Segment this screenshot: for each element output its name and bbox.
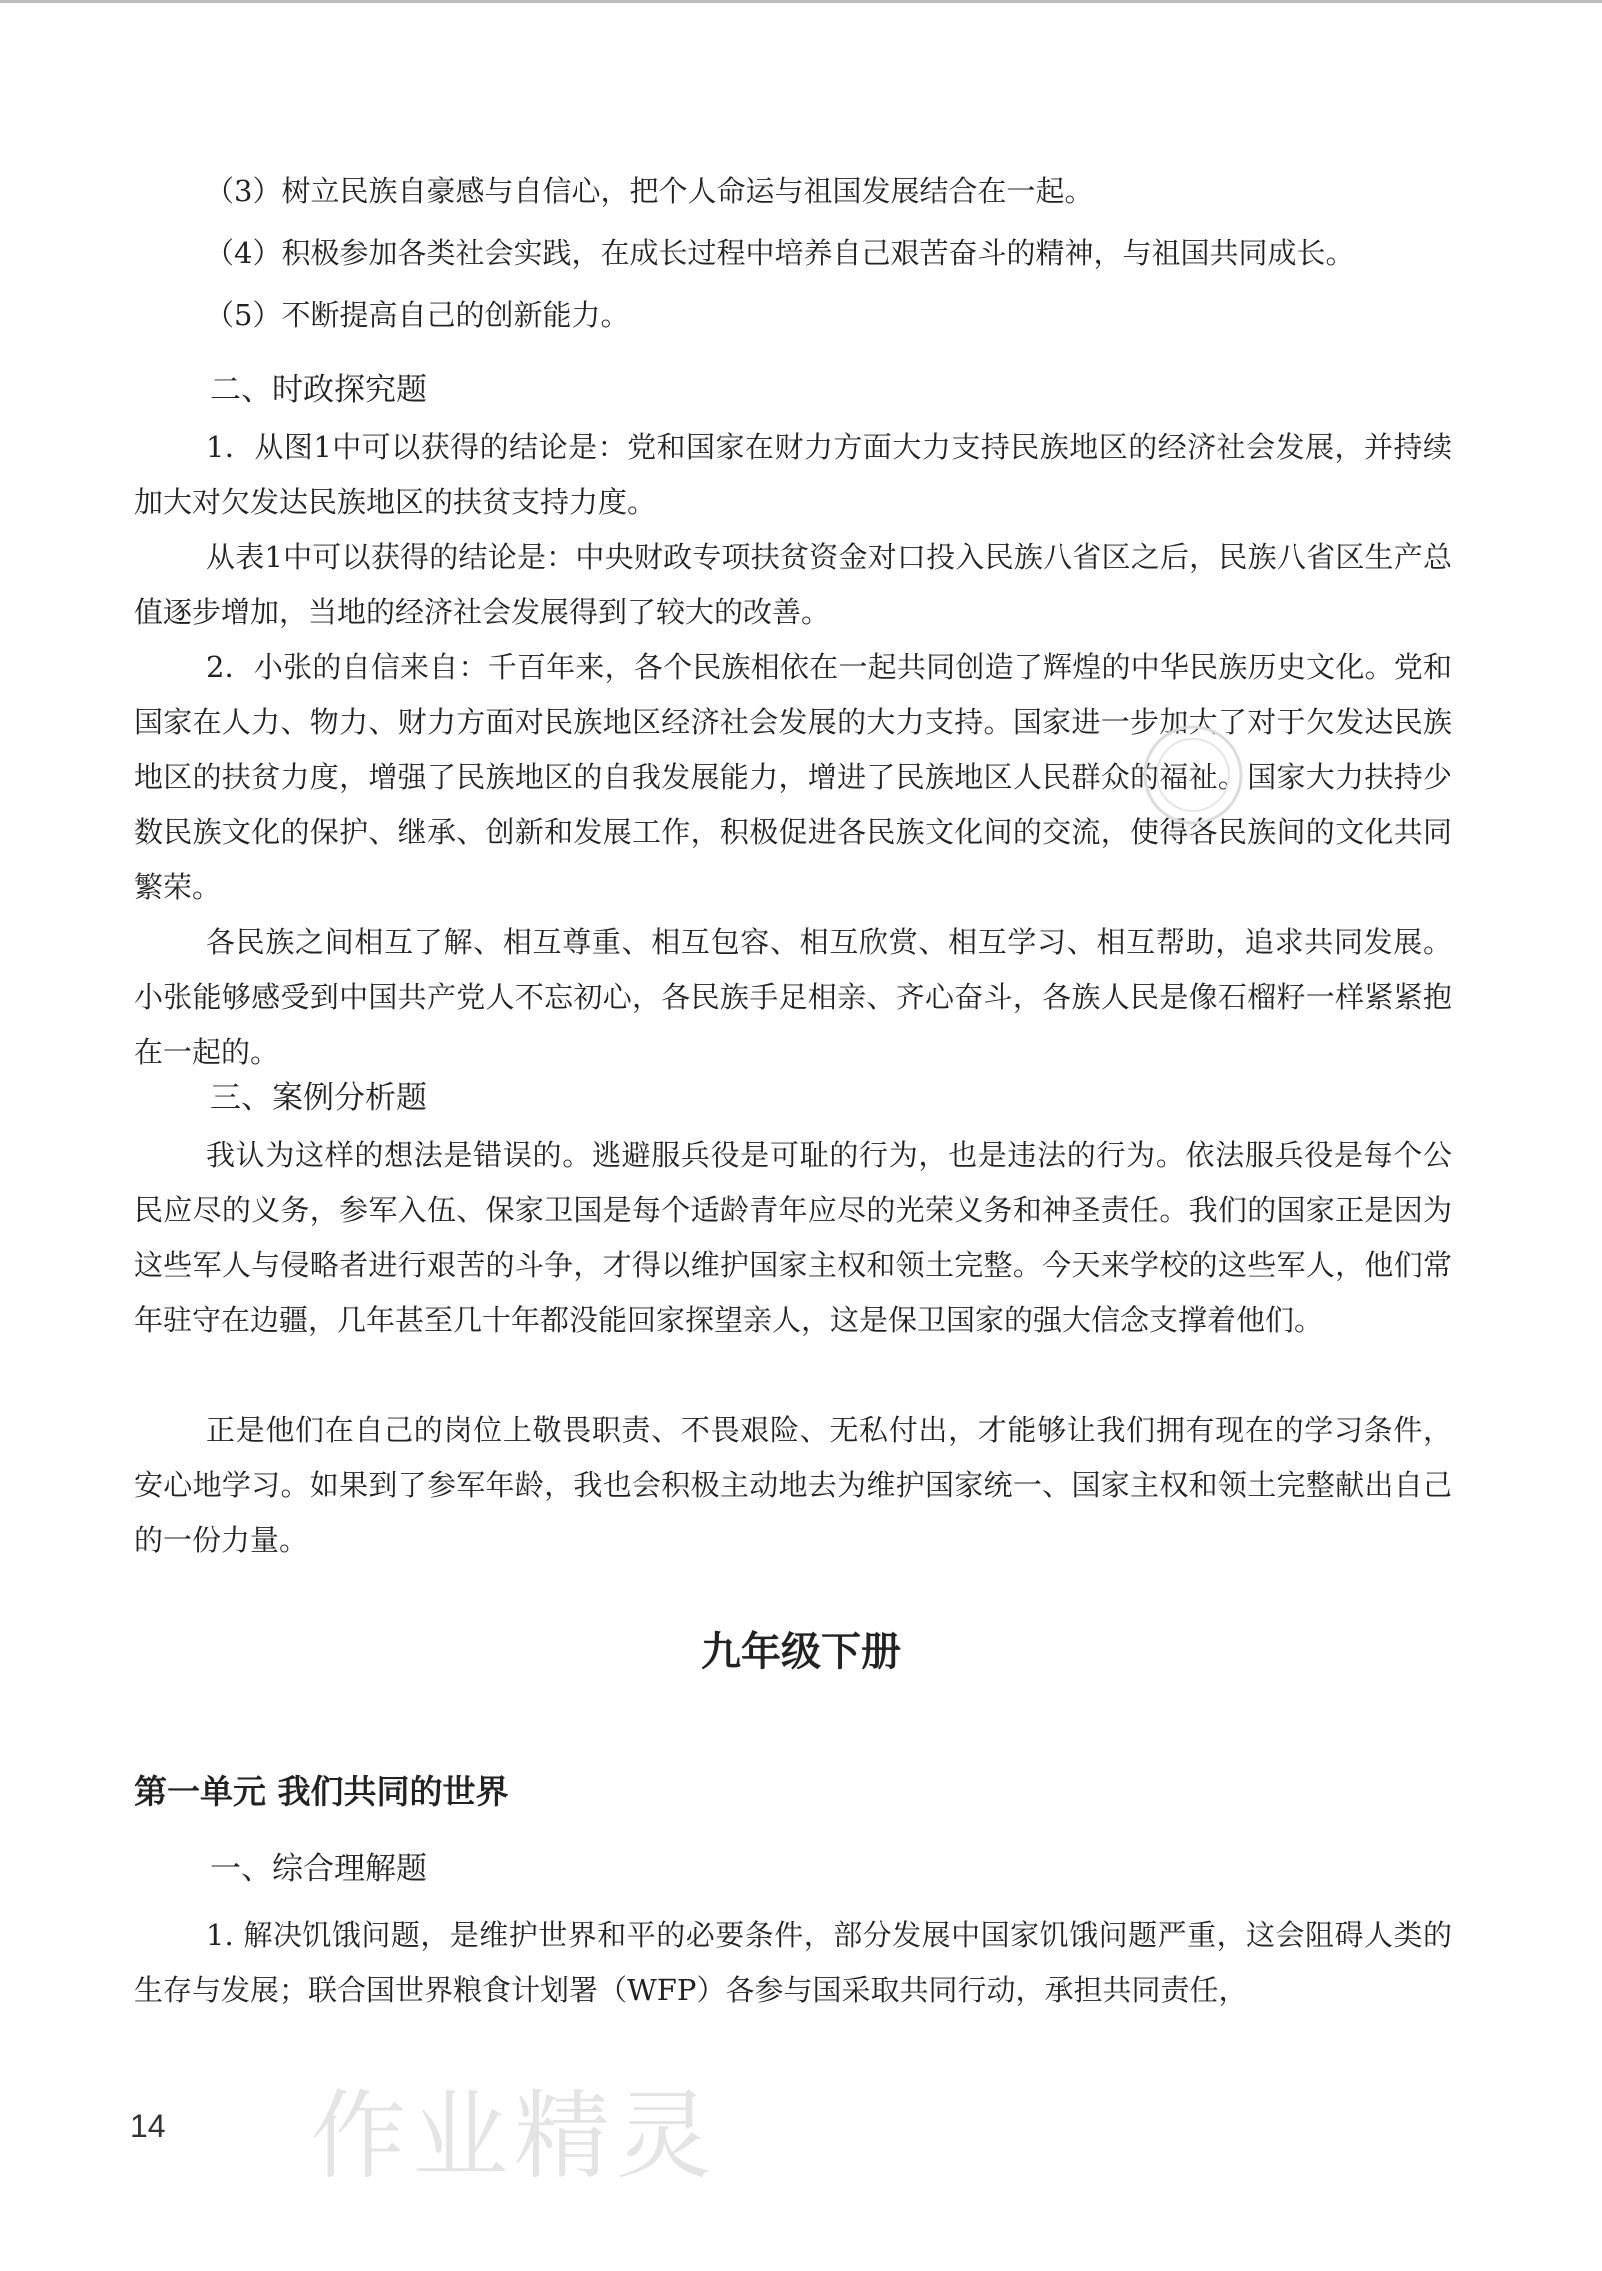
- list-item: （5）不断提高自己的创新能力。: [205, 298, 630, 332]
- page-number: 14: [130, 2108, 166, 2144]
- volume-title: 九年级下册: [701, 1629, 901, 1675]
- paragraph: 正是他们在自己的岗位上敬畏职责、不畏艰险、无私付出，才能够让我们拥有现在的学习条件，安心地学习。如果到了参军年龄，我也会积极主动地去为维护国家统一、国家主权和领土完整献出自己的一份力量。: [134, 1413, 1452, 1557]
- paragraph: 2．小张的自信来自：千百年来，各个民族相依在一起共同创造了辉煌的中华民族历史文化。党和国家在人力、物力、财力方面对民族地区经济社会发展的大力支持。国家进一步加大了对于欠发达民族地区的扶贫力度，增强了民族地区的自我发展能力，增进了民族地区人民群众的福祉。国家大力扶持少数民族文化的保护、继承、创新和发展工作，积极促进各民族文化间的交流，使得各民族间的文化共同繁荣。: [134, 650, 1452, 904]
- paragraph: 1．从图1中可以获得的结论是：党和国家在财力方面大力支持民族地区的经济社会发展，并持续加大对欠发达民族地区的扶贫支持力度。: [134, 430, 1452, 519]
- list-item: （3）树立民族自豪感与自信心，把个人命运与祖国发展结合在一起。: [205, 174, 1094, 208]
- list-item: （4）积极参加各类社会实践，在成长过程中培养自己艰苦奋斗的精神，与祖国共同成长。: [205, 236, 1355, 270]
- paragraph: 1. 解决饥饿问题，是维护世界和平的必要条件，部分发展中国家饥饿问题严重，这会阻碍人类的生存与发展；联合国世界粮食计划署（WFP）各参与国采取共同行动，承担共同责任，: [134, 1918, 1452, 2007]
- watermark-stamp-icon: [1138, 720, 1248, 830]
- section-heading: 一、综合理解题: [210, 1851, 427, 1887]
- section-heading: 二、时政探究题: [210, 372, 427, 408]
- paragraph: 从表1中可以获得的结论是：中央财政专项扶贫资金对口投入民族八省区之后，民族八省区生产总值逐步增加，当地的经济社会发展得到了较大的改善。: [134, 540, 1452, 629]
- section-heading: 三、案例分析题: [210, 1080, 427, 1116]
- unit-title: 第一单元 我们共同的世界: [134, 1772, 509, 1811]
- paragraph: 我认为这样的想法是错误的。逃避服兵役是可耻的行为，也是违法的行为。依法服兵役是每个公民应尽的义务，参军入伍、保家卫国是每个适龄青年应尽的光荣义务和神圣责任。我们的国家正是因为这些军人与侵略者进行艰苦的斗争，才得以维护国家主权和领土完整。今天来学校的这些军人，他们常年驻守在边疆，几年甚至几十年都没能回家探望亲人，这是保卫国家的强大信念支撑着他们。: [134, 1138, 1452, 1337]
- paragraph: 各民族之间相互了解、相互尊重、相互包容、相互欣赏、相互学习、相互帮助，追求共同发展。小张能够感受到中国共产党人不忘初心，各民族手足相亲、齐心奋斗，各族人民是像石榴籽一样紧紧抱在一起的。: [134, 925, 1452, 1069]
- watermark: 作业精灵: [310, 2080, 718, 2192]
